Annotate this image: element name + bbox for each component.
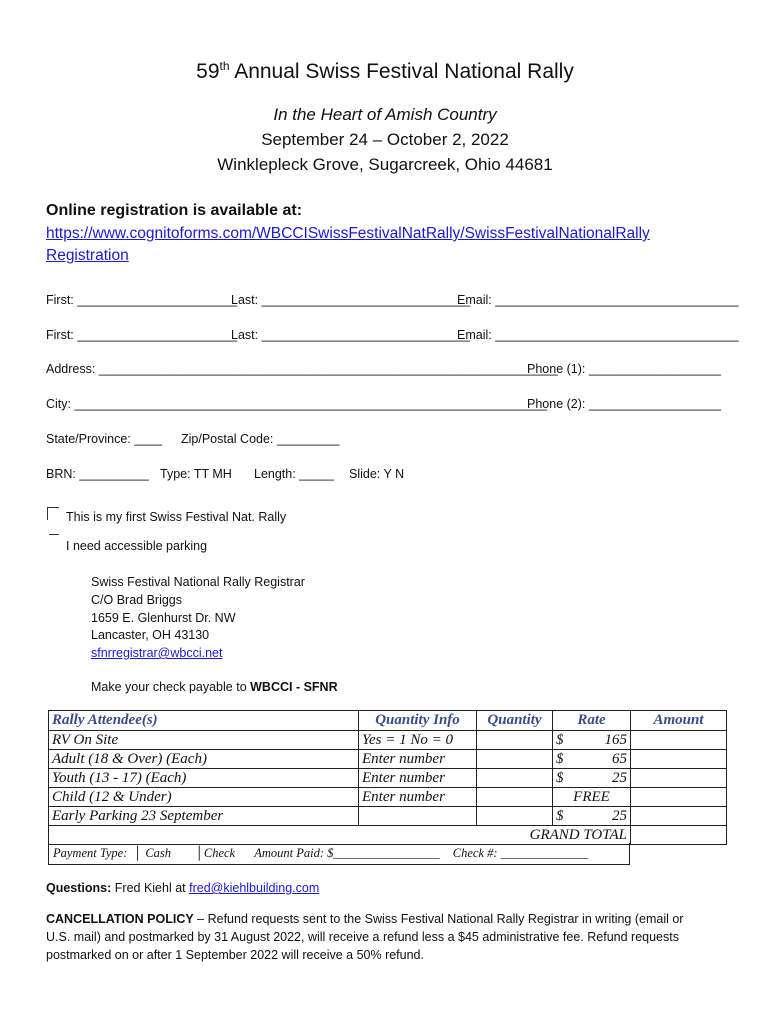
payable-text: [91, 680, 338, 694]
registration-link-cont[interactable]: Registration: [46, 247, 129, 264]
header-rate: Rate: [553, 711, 631, 731]
payment-type-label: Payment Type:: [53, 846, 128, 860]
quantity-input[interactable]: [477, 769, 553, 788]
row-item: Early Parking 23 September: [49, 807, 359, 826]
state-field[interactable]: State/Province: ____: [46, 432, 163, 446]
zip-field[interactable]: Zip/Postal Code: _________: [181, 432, 340, 446]
questions-label: Questions:: [46, 881, 112, 895]
row-rate: [553, 731, 631, 750]
cash-checkbox[interactable]: │: [134, 846, 143, 860]
rate-symbol: $: [556, 808, 564, 824]
amount-cell[interactable]: [631, 769, 727, 788]
phone1-field[interactable]: Phone (1): ___________________: [527, 362, 721, 376]
rate-symbol: $: [556, 732, 564, 748]
header-amount: Amount: [631, 711, 727, 731]
row-item: Adult (18 & Over) (Each): [49, 750, 359, 769]
header-quantity-info: Quantity Info: [359, 711, 477, 731]
title-number: 59: [196, 60, 220, 83]
quantity-input[interactable]: [477, 807, 553, 826]
registrar-email-link[interactable]: sfnrregistrar@wbcci.net: [91, 646, 223, 660]
check-label: Check: [203, 846, 236, 860]
quantity-input[interactable]: [477, 731, 553, 750]
first-rally-label: This is my first Swiss Festival Nat. Rally: [66, 510, 287, 524]
city-field[interactable]: City: ____________________________________________________________________: [46, 397, 548, 411]
table-row: [49, 807, 727, 826]
accessible-label: I need accessible parking: [66, 539, 208, 553]
payable-prefix: Make your check payable to: [91, 680, 251, 694]
event-dates: September 24 – October 2, 2022: [261, 130, 509, 149]
brn-field[interactable]: BRN: __________: [46, 467, 149, 481]
online-heading: Online registration is available at:: [46, 202, 303, 219]
table-header-row: [49, 711, 727, 731]
header-quantity: Quantity: [477, 711, 553, 731]
row-info: [359, 807, 477, 826]
rate-symbol: $: [556, 770, 564, 786]
grand-total-label: GRAND TOTAL: [49, 826, 631, 845]
cancellation-text: – Refund requests sent to the Swiss Festival National Rally Registrar in writing (email or U.S. mail) and postmarked by 31 August 2022, will receive a refund less a $45 administrative fee. Refund requests postmarked on or after 1 September 2022 will receive a 50% refund.: [46, 912, 684, 962]
tagline: In the Heart of Amish Country: [273, 105, 497, 124]
amount-cell[interactable]: [631, 788, 727, 807]
table-row: [49, 769, 727, 788]
attendee2-last-field[interactable]: Last: ______________________________: [231, 328, 471, 342]
registrar-line4: Lancaster, OH 43130: [91, 628, 210, 642]
attendee2-email-field[interactable]: Email: ___________________________________: [457, 328, 739, 342]
grand-total-cell[interactable]: [631, 826, 727, 845]
event-location: Winklepleck Grove, Sugarcreek, Ohio 44681: [217, 155, 553, 174]
slide-field[interactable]: Slide: Y N: [349, 467, 405, 481]
payable-to: WBCCI - SFNR: [250, 680, 338, 694]
length-field[interactable]: Length: _____: [254, 467, 334, 481]
title-text: Annual Swiss Festival National Rally: [229, 60, 574, 83]
registrar-line2: C/O Brad Briggs: [91, 593, 183, 607]
header-attendees: Rally Attendee(s): [49, 711, 359, 731]
check-number-field[interactable]: Check #: ______________: [452, 846, 589, 860]
address-field[interactable]: Address: __________________________________________________________________: [46, 362, 558, 376]
title-ordinal: th: [219, 59, 230, 73]
check-checkbox[interactable]: │: [196, 846, 204, 860]
row-info: Yes = 1 No = 0: [359, 731, 477, 750]
row-item: RV On Site: [49, 731, 359, 750]
table-row: [49, 731, 727, 750]
row-rate: [553, 769, 631, 788]
attendee1-first-field[interactable]: First: _______________________: [46, 293, 238, 307]
rate-value: 25: [612, 770, 627, 786]
table-row: [49, 788, 727, 807]
type-field[interactable]: Type: TT MH: [160, 467, 232, 481]
table-row: [49, 750, 727, 769]
quantity-input[interactable]: [477, 750, 553, 769]
cancellation-label: CANCELLATION POLICY: [46, 912, 194, 926]
accessible-checkbox[interactable]: [49, 534, 59, 535]
amount-cell[interactable]: [631, 807, 727, 826]
attendee2-first-field[interactable]: First: _______________________: [46, 328, 238, 342]
attendee1-email-field[interactable]: Email: ___________________________________: [457, 293, 739, 307]
row-item: Child (12 & Under): [49, 788, 359, 807]
amount-cell[interactable]: [631, 731, 727, 750]
first-rally-checkbox[interactable]: [47, 507, 59, 520]
amount-cell[interactable]: [631, 750, 727, 769]
row-rate: [553, 750, 631, 769]
row-info: Enter number: [359, 788, 477, 807]
rate-value: 165: [604, 732, 627, 748]
cash-label: Cash: [145, 846, 172, 860]
row-rate: [553, 807, 631, 826]
phone2-field[interactable]: Phone (2): ___________________: [527, 397, 721, 411]
registrar-line3: 1659 E. Glenhurst Dr. NW: [91, 611, 236, 625]
payment-row: [48, 843, 630, 865]
rate-value: 65: [612, 751, 627, 767]
questions-email-link[interactable]: fred@kiehlbuilding.com: [189, 881, 320, 895]
row-info: Enter number: [359, 769, 477, 788]
attendee1-last-field[interactable]: Last: ______________________________: [231, 293, 471, 307]
row-info: Enter number: [359, 750, 477, 769]
row-item: Youth (13 - 17) (Each): [49, 769, 359, 788]
rate-symbol: $: [556, 751, 564, 767]
row-rate: FREE: [553, 788, 631, 807]
cancellation-policy: [46, 910, 706, 964]
rally-fee-table: [48, 710, 727, 845]
page-title: [0, 60, 770, 84]
questions-text: Fred Kiehl at: [111, 881, 190, 895]
questions-line: [46, 881, 319, 895]
registration-link[interactable]: https://www.cognitoforms.com/WBCCISwissFestivalNatRally/SwissFestivalNationalRally: [46, 225, 650, 242]
grand-total-row: [49, 826, 727, 845]
registrar-line1: Swiss Festival National Rally Registrar: [91, 575, 305, 589]
quantity-input[interactable]: [477, 788, 553, 807]
rate-value: 25: [612, 808, 627, 824]
amount-paid-field[interactable]: Amount Paid: $_________________: [254, 846, 440, 860]
